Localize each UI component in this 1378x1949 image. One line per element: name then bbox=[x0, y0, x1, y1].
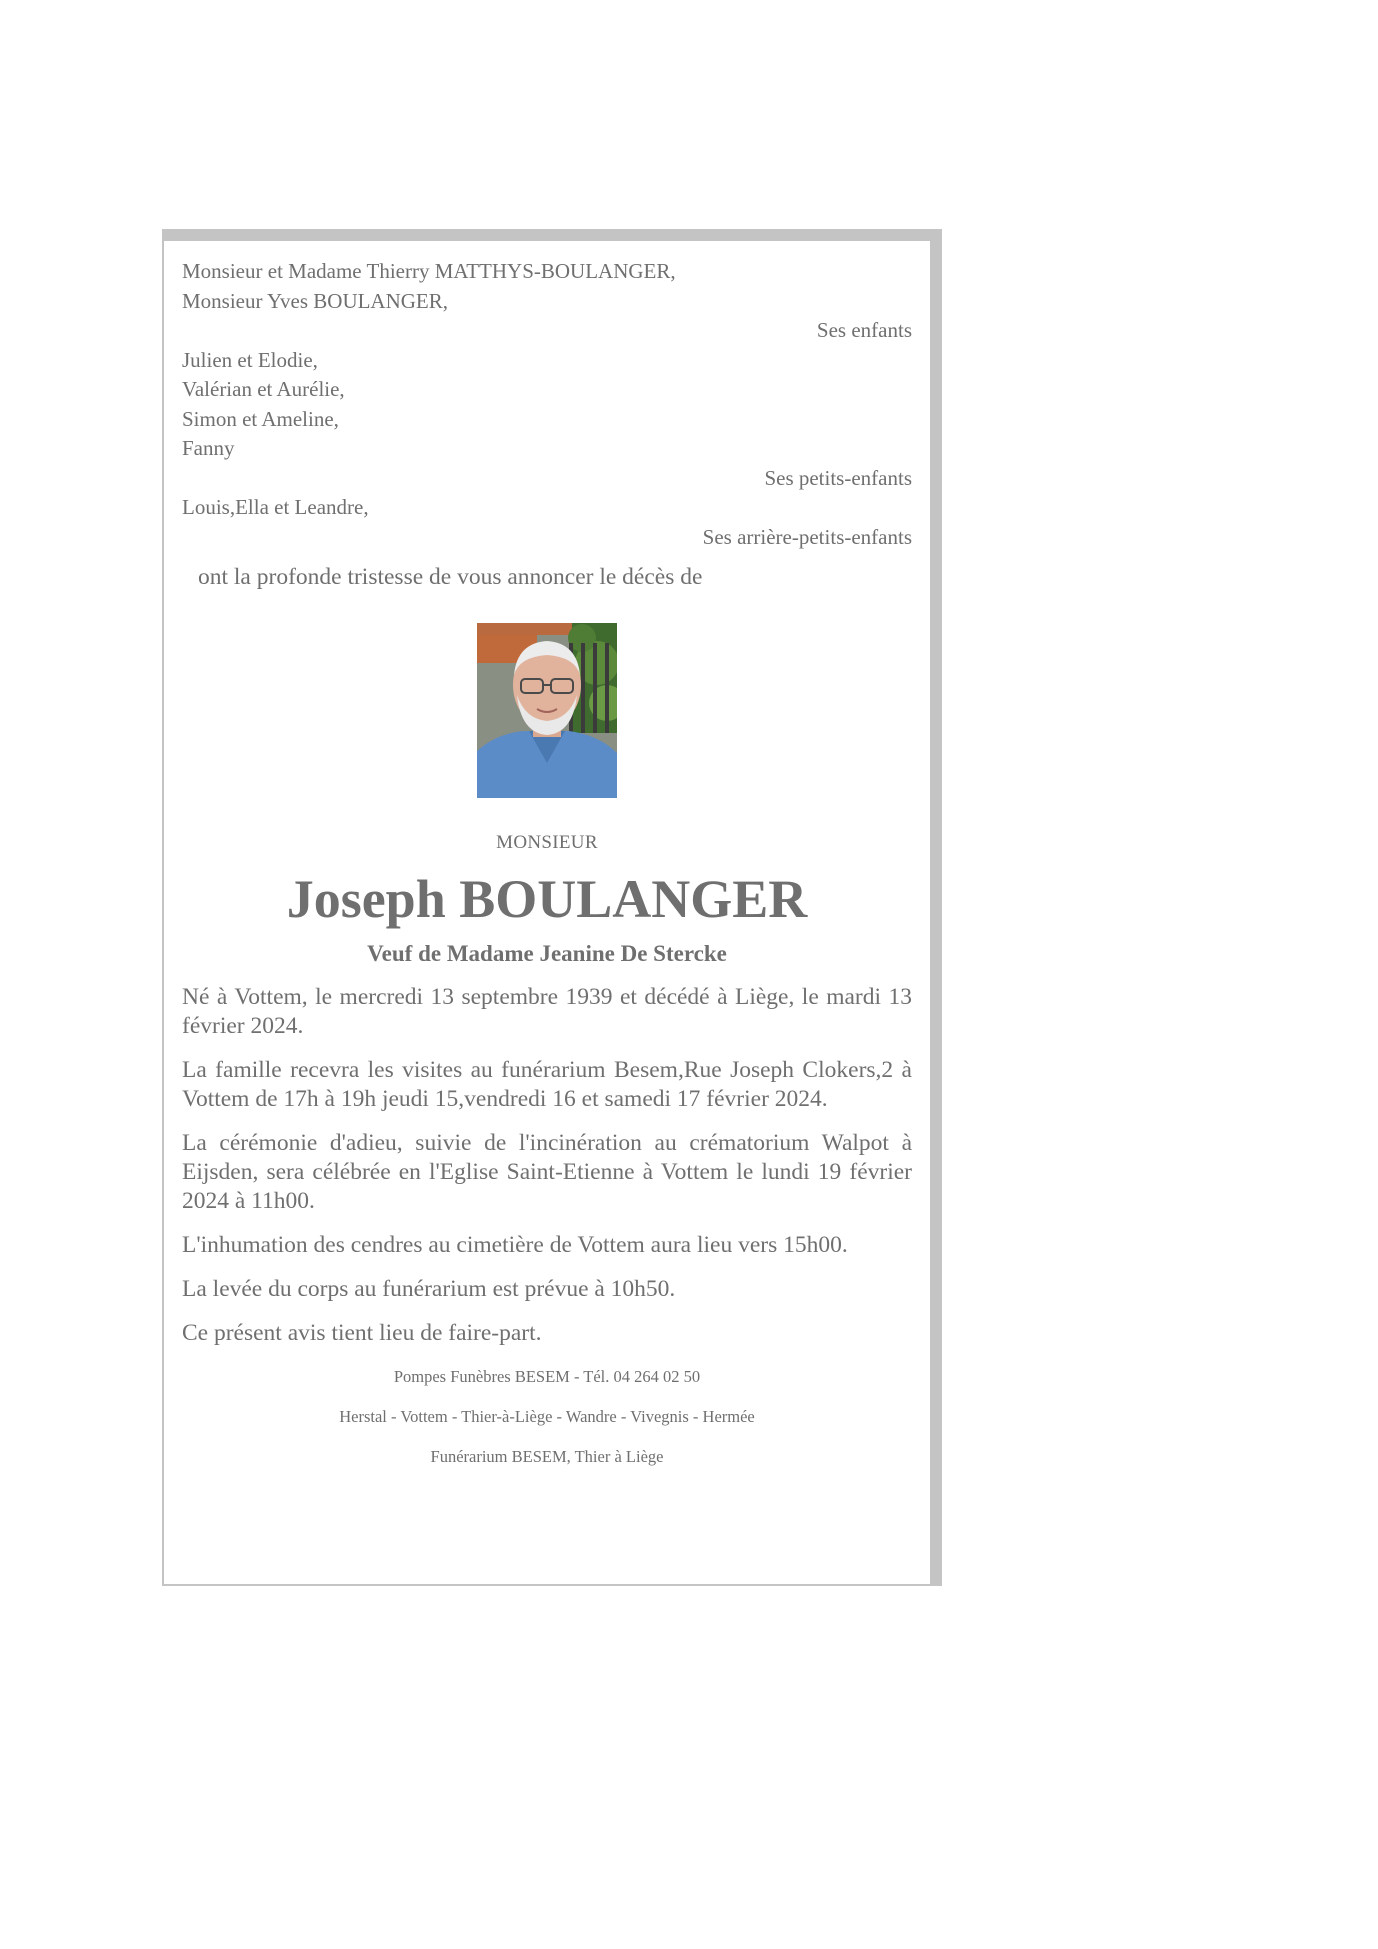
widow-line: Veuf de Madame Jeanine De Stercke bbox=[367, 941, 727, 967]
departure-paragraph: La levée du corps au funérarium est prévue à 10h50. bbox=[182, 1276, 676, 1303]
visitation-paragraph: La famille recevra les visites au funérarium Besem,Rue Joseph Clokers,2 à Vottem de 17h à 19h jeudi 15,vendredi 16 et samedi 17 février 2024. bbox=[182, 1057, 912, 1113]
notice-paragraph: Ce présent avis tient lieu de faire-part. bbox=[182, 1320, 542, 1347]
ceremony-paragraph: La cérémonie d'adieu, suivie de l'incinération au crématorium Walpot à Eijsden, sera célébrée en l'Eglise Saint-Etienne à Vottem le lundi 19 février 2024 à 11h00. bbox=[182, 1130, 912, 1215]
burial-paragraph: L'inhumation des cendres au cimetière de Vottem aura lieu vers 15h00. bbox=[182, 1232, 848, 1259]
children-label: Ses enfants bbox=[816, 318, 912, 342]
family-line: Louis,Ella et Leandre, bbox=[182, 495, 369, 519]
children-section bbox=[182, 241, 912, 346]
family-line: Monsieur et Madame Thierry MATTHYS-BOULANGER, bbox=[182, 259, 676, 283]
funerarium-name: Funérarium BESEM, Thier à Liège bbox=[430, 1447, 664, 1467]
birth-death-paragraph: Né à Vottem, le mercredi 13 septembre 1939 et décédé à Liège, le mardi 13 février 2024. bbox=[182, 984, 912, 1040]
grandchildren-label: Ses petits-enfants bbox=[764, 465, 912, 490]
great-grandchildren-section bbox=[182, 493, 912, 552]
family-line: Valérian et Aurélie, bbox=[182, 377, 345, 401]
honorific: MONSIEUR bbox=[496, 832, 598, 853]
announcement-text: ont la profonde tristesse de vous annoncer le décès de bbox=[198, 564, 703, 590]
family-line: Fanny bbox=[182, 436, 235, 460]
obituary-content bbox=[182, 241, 912, 1467]
grandchildren-section bbox=[182, 346, 912, 494]
family-line: Monsieur Yves BOULANGER, bbox=[182, 288, 449, 313]
obituary-card bbox=[162, 229, 942, 1586]
funeral-company: Pompes Funèbres BESEM - Tél. 04 264 02 50 bbox=[393, 1367, 701, 1387]
great-grandchildren-label: Ses arrière-petits-enfants bbox=[702, 524, 912, 549]
family-line: Julien et Elodie, bbox=[182, 347, 318, 372]
funeral-locations: Herstal - Vottem - Thier-à-Liège - Wandre - Vivegnis - Hermée bbox=[339, 1407, 755, 1427]
portrait-photo bbox=[477, 623, 617, 798]
family-line: Simon et Ameline, bbox=[182, 406, 339, 431]
deceased-name: Joseph BOULANGER bbox=[286, 869, 808, 929]
